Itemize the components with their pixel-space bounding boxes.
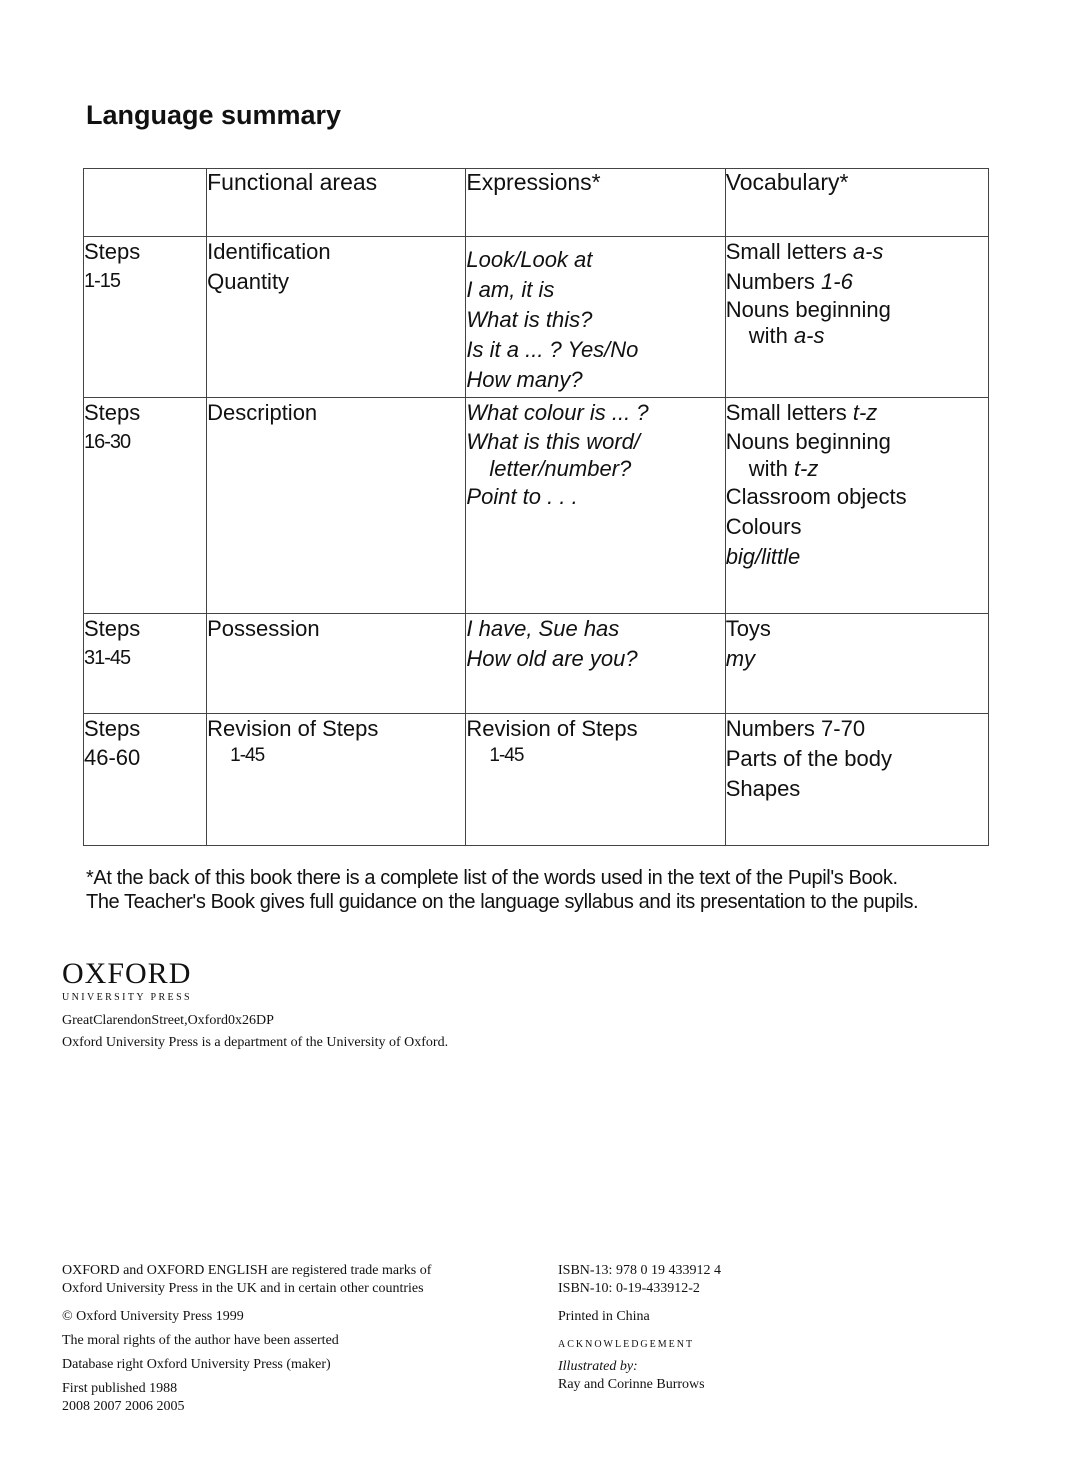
table-row xyxy=(84,714,989,846)
imprint-line: Oxford University Press in the UK and in certain other countries xyxy=(62,1281,424,1296)
logo-subtext: UNIVERSITY PRESS xyxy=(62,992,192,1003)
expression-item: What is this word/ xyxy=(466,429,641,454)
vocabulary-item: Numbers 7-70 xyxy=(725,716,866,741)
language-summary-table xyxy=(83,168,989,846)
illustrators: Ray and Corinne Burrows xyxy=(558,1377,705,1392)
illustrated-line xyxy=(558,1358,721,1394)
expression-item: Point to . . . xyxy=(466,484,578,509)
vocab-italic: a-s xyxy=(793,323,825,348)
steps-label: Steps xyxy=(84,616,141,641)
header-expressions: Expressions* xyxy=(466,169,725,237)
expression-item: What colour is ... ? xyxy=(466,400,649,425)
steps-range: 1-15 xyxy=(84,270,121,292)
steps-cell xyxy=(84,714,207,846)
vocab-text: with xyxy=(748,456,794,481)
vocab-italic: 1-6 xyxy=(821,269,853,294)
vocabulary-item: Toys xyxy=(725,616,771,641)
imprint-line: © Oxford University Press 1999 xyxy=(62,1309,244,1324)
functional-cell xyxy=(207,398,466,614)
expression-item: I am, it is xyxy=(466,277,555,302)
steps-label: Steps xyxy=(84,716,141,741)
vocabulary-item: Shapes xyxy=(725,776,801,801)
vocabulary-cell xyxy=(725,237,988,398)
footnote-line: *At the back of this book there is a complete list of the words used in the text of the Pupil's Book. xyxy=(86,867,898,889)
steps-label: Steps xyxy=(84,239,141,264)
functional-cell xyxy=(207,237,466,398)
header-steps xyxy=(84,169,207,237)
functional-range: 1-45 xyxy=(230,745,265,766)
expressions-cell xyxy=(466,398,725,614)
expression-range: 1-45 xyxy=(489,745,524,766)
functional-cell xyxy=(207,714,466,846)
table-row xyxy=(84,237,989,398)
expression-item: I have, Sue has xyxy=(466,616,620,641)
steps-cell xyxy=(84,398,207,614)
steps-range: 46-60 xyxy=(84,745,141,770)
functional-item: Possession xyxy=(207,616,320,641)
expression-item: letter/number? xyxy=(489,456,632,481)
vocab-italic: t-z xyxy=(852,400,878,425)
vocabulary-item: Colours xyxy=(725,514,802,539)
vocabulary-cell xyxy=(725,714,988,846)
imprint-line: First published 1988 xyxy=(62,1381,178,1396)
imprint-left xyxy=(62,1262,431,1416)
functional-cell xyxy=(207,614,466,714)
vocabulary-item xyxy=(726,456,988,482)
steps-label: Steps xyxy=(84,400,141,425)
header-functional-areas: Functional areas xyxy=(207,169,466,237)
expressions-cell xyxy=(466,714,725,846)
steps-cell xyxy=(84,614,207,714)
address-line: GreatClarendonStreet,Oxford0x26DP xyxy=(62,1013,274,1028)
steps-cell xyxy=(84,237,207,398)
vocabulary-item: Nouns beginning xyxy=(725,297,891,322)
vocabulary-item xyxy=(726,267,988,297)
expression-item: What is this? xyxy=(466,307,593,332)
vocab-text: Numbers xyxy=(725,269,822,294)
illustrated-label: Illustrated by: xyxy=(558,1359,638,1374)
isbn-13: ISBN-13: 978 0 19 433912 4 xyxy=(558,1263,721,1278)
vocabulary-item: Parts of the body xyxy=(725,746,893,771)
acknowledgement-heading: ACKNOWLEDGEMENT xyxy=(558,1339,695,1350)
steps-range: 31-45 xyxy=(84,647,131,669)
imprint-line: 2008 2007 2006 2005 xyxy=(62,1399,185,1414)
expressions-cell xyxy=(466,614,725,714)
vocabulary-cell xyxy=(725,398,988,614)
expressions-cell xyxy=(466,237,725,398)
vocab-text: Small letters xyxy=(725,239,853,264)
vocab-text: with xyxy=(748,323,794,348)
imprint-line: The moral rights of the author have been asserted xyxy=(62,1333,339,1348)
steps-range: 16-30 xyxy=(84,431,131,453)
expression-item: Look/Look at xyxy=(466,247,593,272)
vocabulary-item: my xyxy=(725,646,756,671)
table-row xyxy=(84,614,989,714)
header-vocabulary: Vocabulary* xyxy=(725,169,988,237)
expression-item: How many? xyxy=(466,367,583,392)
vocabulary-item: big/little xyxy=(725,544,801,569)
functional-item: Quantity xyxy=(207,269,290,294)
vocab-italic: a-s xyxy=(852,239,884,264)
footnote xyxy=(86,866,918,914)
oxford-logo xyxy=(62,958,192,1003)
department-line: Oxford University Press is a department of the University of Oxford. xyxy=(62,1035,449,1050)
vocab-italic: t-z xyxy=(793,456,819,481)
footnote-line: The Teacher's Book gives full guidance on the language syllabus and its presentation to the pupils. xyxy=(86,891,919,913)
vocabulary-item xyxy=(726,398,988,428)
vocabulary-cell xyxy=(725,614,988,714)
expression-item: Revision of Steps xyxy=(466,716,638,741)
imprint-line: OXFORD and OXFORD ENGLISH are registered trade marks of xyxy=(62,1263,432,1278)
page-title: Language summary xyxy=(86,100,342,130)
functional-item: Identification xyxy=(207,239,331,264)
vocab-text: Small letters xyxy=(725,400,853,425)
vocabulary-item xyxy=(726,323,988,349)
isbn-10: ISBN-10: 0-19-433912-2 xyxy=(558,1281,700,1296)
imprint-line: Database right Oxford University Press (maker) xyxy=(62,1357,331,1372)
vocabulary-item: Classroom objects xyxy=(725,484,907,509)
logo-text: OXFORD xyxy=(62,957,192,990)
table-header-row xyxy=(84,169,989,237)
publisher-address xyxy=(62,1010,448,1054)
functional-item: Description xyxy=(207,400,318,425)
imprint-right xyxy=(558,1262,721,1394)
vocabulary-item xyxy=(726,237,988,267)
expression-item: How old are you? xyxy=(466,646,638,671)
functional-item: Revision of Steps xyxy=(207,716,379,741)
table-row xyxy=(84,398,989,614)
expression-item: Is it a ... ? Yes/No xyxy=(466,337,639,362)
vocabulary-item: Nouns beginning xyxy=(725,429,891,454)
printed-in: Printed in China xyxy=(558,1309,650,1324)
